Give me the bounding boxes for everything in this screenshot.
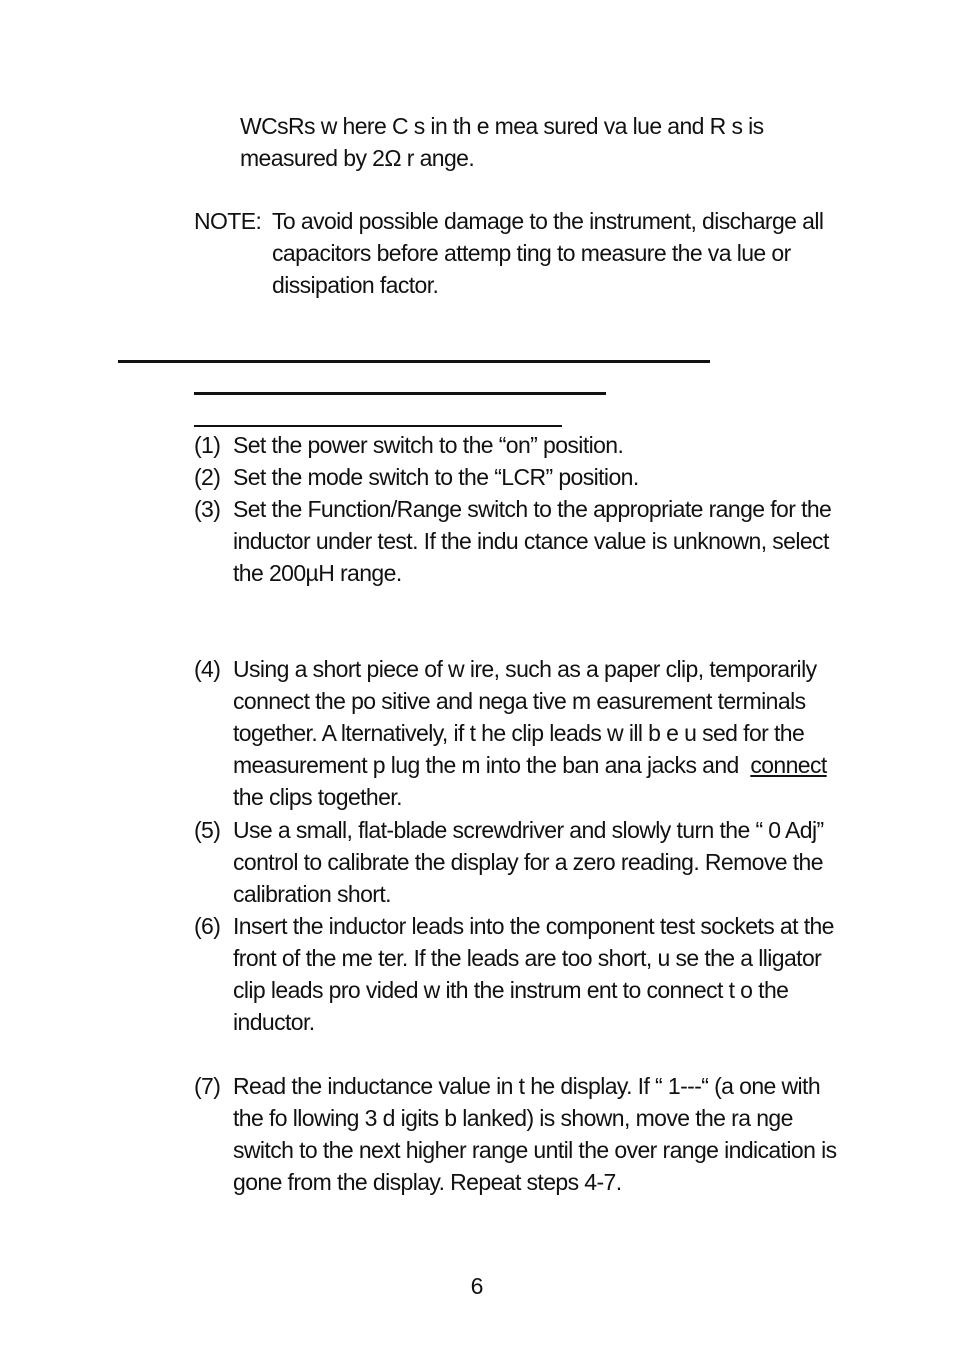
step-number: (4) xyxy=(194,656,221,682)
page-number: 6 xyxy=(470,1273,484,1299)
step-number: (3) xyxy=(194,496,221,522)
paragraph-line: WCsRs w here C s in th e mea sured va lue and R s is xyxy=(240,113,764,139)
note-line: To avoid possible damage to the instrument, discharge all xyxy=(272,208,824,234)
step-text: Using a short piece of w ire, such as a paper clip, temporarily connect the po sitive and nega tive m easurement terminals together. A lternatively, if t he clip leads w ill b e u sed for the measurement p lug the m into the ban ana jacks and connect the clips together. xyxy=(233,656,827,810)
step-number: (1) xyxy=(194,432,221,458)
note-line: dissipation factor. xyxy=(272,272,439,298)
heading-rule xyxy=(194,425,562,427)
step-text: Read the inductance value in t he display. If “ 1---“ (a one with the fo llowing 3 d igits b lanked) is shown, move the ra nge switch to the next higher range until the over range indication is gone from the display. Repeat steps 4-7. xyxy=(233,1073,837,1195)
note-line: capacitors before attemp ting to measure the va lue or xyxy=(272,240,791,266)
step-number: (5) xyxy=(194,817,221,843)
note-label: NOTE: xyxy=(194,208,262,234)
step-number: (7) xyxy=(194,1073,221,1099)
paragraph-line: measured by 2Ω r ange. xyxy=(240,145,475,171)
step-number: (2) xyxy=(194,464,221,490)
step-text: Set the Function/Range switch to the appropriate range for the inductor under test. If the indu ctance value is unknown, select the 200µH range. xyxy=(233,496,832,586)
step-text: Insert the inductor leads into the component test sockets at the front of the me ter. If the leads are too short, u se the a lligator clip leads pro vided w ith the instrum ent to connect t o the inductor. xyxy=(233,913,834,1035)
step-text: Use a small, flat-blade screwdriver and slowly turn the “ 0 Adj” control to calibrate the display for a zero reading. Remove the calibration short. xyxy=(233,817,824,907)
underlined-word: connect xyxy=(750,752,827,778)
step-text: Set the mode switch to the “LCR” position. xyxy=(233,464,639,490)
step-number: (6) xyxy=(194,913,221,939)
step-text: Set the power switch to the “on” position. xyxy=(233,432,624,458)
heading-rule xyxy=(194,392,606,395)
heading-rule xyxy=(118,360,710,363)
